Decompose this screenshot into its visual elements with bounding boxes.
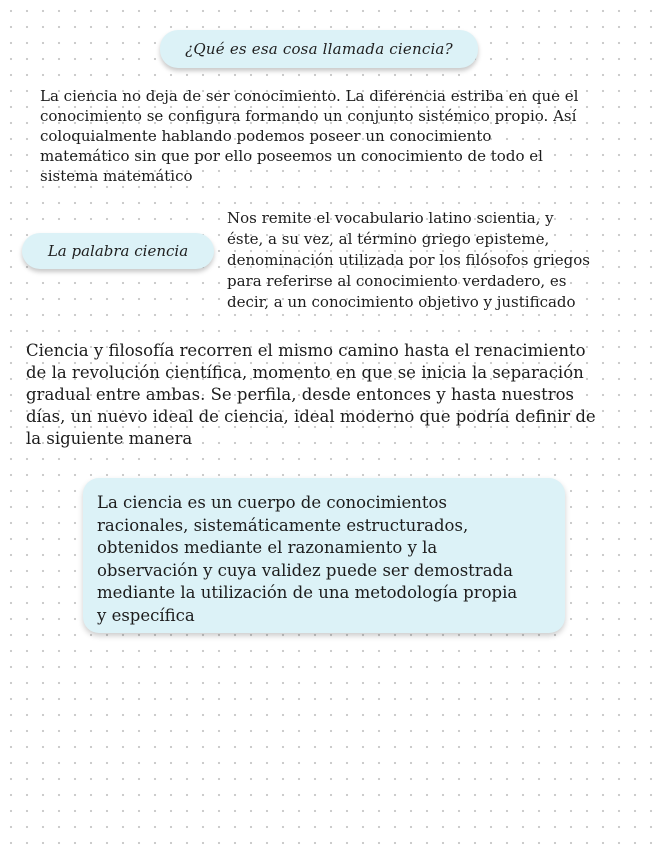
page-title: ¿Qué es esa cosa llamada ciencia? xyxy=(160,30,478,68)
text-line: decir, a un conocimiento objetivo y justificado xyxy=(227,293,576,311)
text-line: denominación utilizada por los filósofos griegos xyxy=(227,251,590,269)
text-line: coloquialmente hablando podemos poseer un conocimiento xyxy=(40,127,492,145)
definition-callout xyxy=(83,478,565,633)
text-line: para referirse al conocimiento verdadero, es xyxy=(227,272,567,290)
text-line: días, un nuevo ideal de ciencia, ideal moderno que podría definir de xyxy=(26,407,596,426)
text-line: sistema matemático xyxy=(40,167,193,185)
text-line: conocimiento se configura formando un conjunto sistémico propio. Así xyxy=(40,107,577,125)
text-line: La ciencia no deja de ser conocimiento. La diferencia estriba en que el xyxy=(40,87,579,105)
text-line: observación y cuya validez puede ser demostrada xyxy=(97,560,513,580)
section-label-palabra-ciencia: La palabra ciencia xyxy=(22,233,214,269)
text-line: gradual entre ambas. Se perfila, desde entonces y hasta nuestros xyxy=(26,385,575,404)
etymology-paragraph xyxy=(227,208,652,313)
text-line: matemático sin que por ello poseemos un conocimiento de todo el xyxy=(40,147,543,165)
text-line: de la revolución científica, momento en que se inicia la separación xyxy=(26,363,584,382)
text-line: éste, a su vez, al término griego episteme, xyxy=(227,230,550,248)
definition-paragraph xyxy=(97,492,563,627)
history-paragraph xyxy=(26,340,652,450)
intro-paragraph xyxy=(40,86,652,186)
text-line: Nos remite el vocabulario latino scientia, y xyxy=(227,209,554,227)
text-line: Ciencia y filosofía recorren el mismo camino hasta el renacimiento xyxy=(26,341,586,360)
text-line: racionales, sistemáticamente estructurados, xyxy=(97,515,469,535)
text-line: la siguiente manera xyxy=(26,429,193,448)
text-line: mediante la utilización de una metodología propia xyxy=(97,583,518,602)
text-line: y específica xyxy=(97,605,195,625)
text-line: obtenidos mediante el razonamiento y la xyxy=(97,538,438,557)
text-line: La ciencia es un cuerpo de conocimientos xyxy=(97,493,447,512)
